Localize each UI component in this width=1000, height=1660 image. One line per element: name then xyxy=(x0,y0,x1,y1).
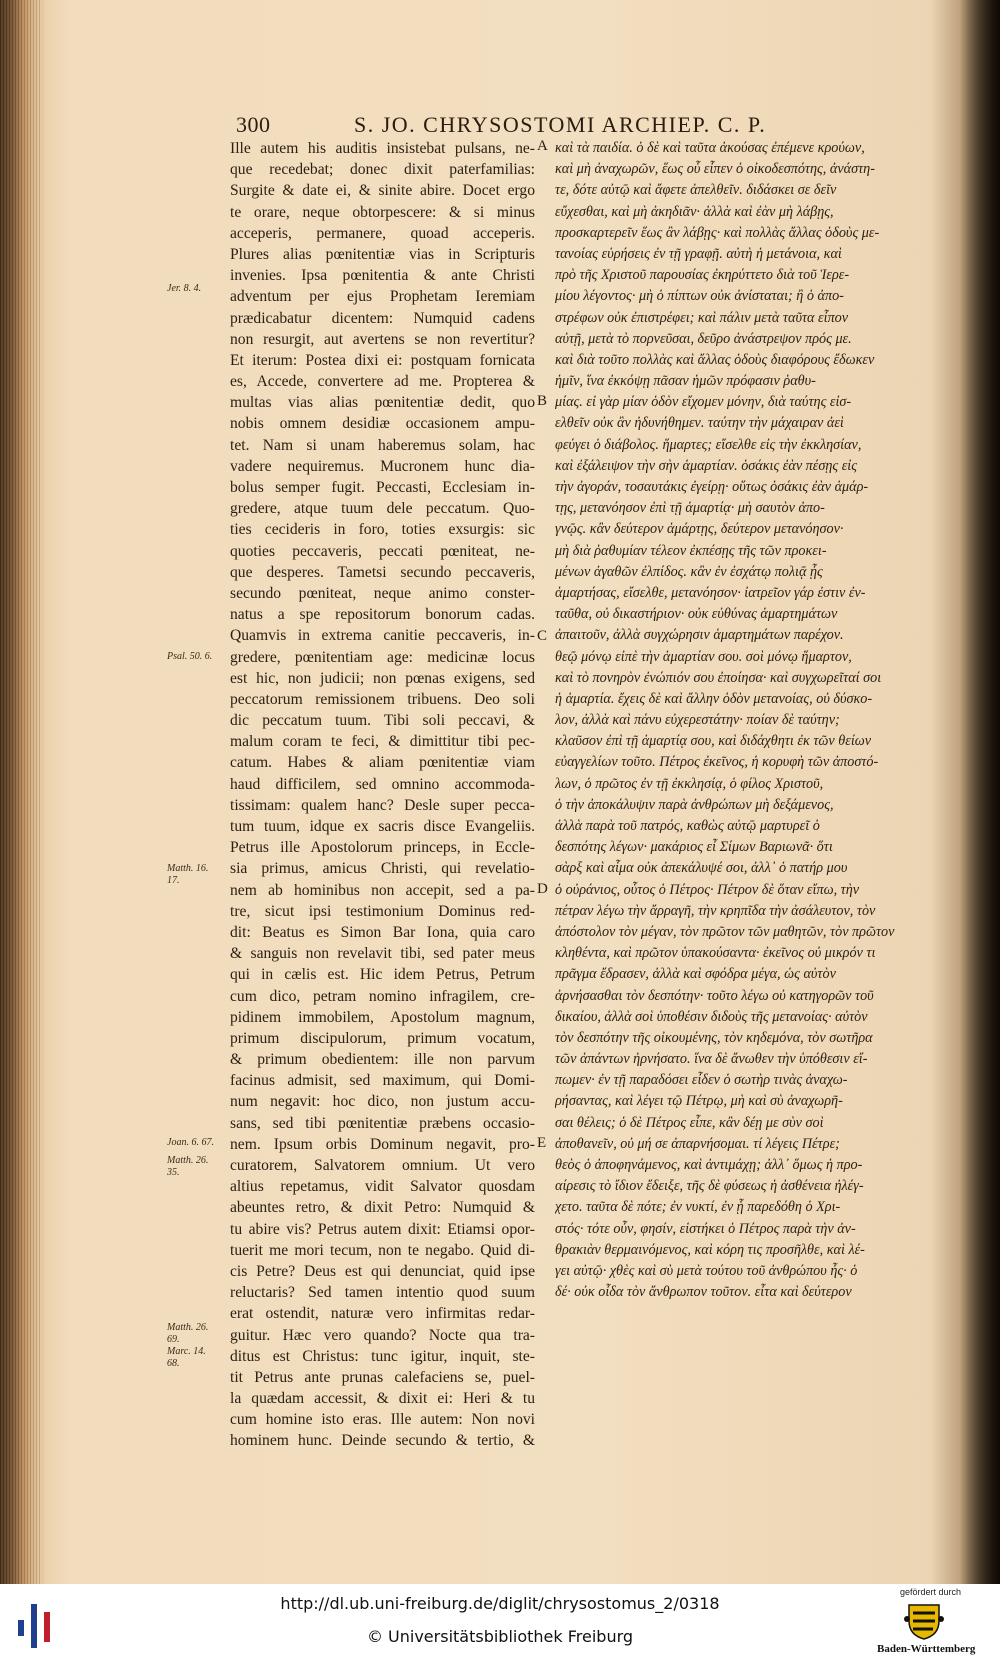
margin-ref-matth26-b-verse: 69. xyxy=(167,1334,180,1345)
greek-text-line: καὶ διὰ τοῦτο πολλὰς καὶ ἄλλας ὁδοὺς διαφόρους ἔδωκεν xyxy=(555,351,875,368)
greek-text-line: τῃς, μετανόησον ἐπὶ τῇ ἁμαρτίᾳ· μὴ σαυτὸν ἀπο- xyxy=(555,500,825,517)
margin-ref-psal: Psal. 50. 6. xyxy=(167,651,213,662)
greek-text-line: δικαίου, ἀλλὰ σοὶ ὑποθέσιν διδοὺς τῆς μετανοίας· αὐτὸν xyxy=(555,1008,868,1025)
greek-text-line: θεὸς ὁ ἀποφηνάμενος, καὶ ἀντιμάχῃ; ἀλλ᾽ ὅμως ἡ προ- xyxy=(555,1157,863,1173)
greek-text-line: θεῷ μόνῳ εἰπὲ τὴν ἁμαρτίαν σου. σοὶ μόνῳ ἥμαρτον, xyxy=(555,648,852,665)
greek-text-line: ὁ τὴν ἀποκάλυψιν παρὰ ἀνθρώπων μὴ δεξάμενος, xyxy=(555,796,834,813)
margin-ref-matth26-b: Matth. 26. xyxy=(167,1322,209,1333)
latin-text-line: curatorem, Salvatorem omnium. Ut vero xyxy=(230,1157,535,1174)
greek-text-line: φεύγει ὁ διάβολος. ἥμαρτες; εἴσελθε εἰς τὴν ἐκκλησίαν, xyxy=(555,436,862,453)
latin-text-line: pidinem immobilem, Apostolum magnum, xyxy=(230,1008,535,1026)
greek-text-line: αὐτῇ, μετὰ τὸ πορνεῦσαι, δεῦρο ἀνάστρεψον πρός με. xyxy=(555,330,852,347)
latin-text-line: natus a spe repositorum bonorum cadas. xyxy=(230,606,535,624)
viewer-footer xyxy=(0,1584,1000,1660)
funded-by-label: gefördert durch xyxy=(900,1587,962,1597)
page-number: 300 xyxy=(236,112,271,137)
greek-text-line: σαι θέλεις; ὁ δὲ Πέτρος εἶπε, κἂν δέῃ με σὺν σοὶ xyxy=(555,1114,824,1131)
greek-text-line: στρέφων οὐκ ἐπιστρέφει; καὶ πάλιν μετὰ ταῦτα εἶπον xyxy=(555,309,849,326)
greek-text-line: προσκαρτερεῖν ἕως ἂν λάβῃς· καὶ πολλὰς ἄλλας ὁδοὺς με- xyxy=(555,224,880,241)
latin-text-line: nobis omnem desidiæ occasionem ampu- xyxy=(230,415,535,433)
latin-text-line: erat ostendit, naturæ vero infirmitas redar- xyxy=(230,1305,535,1323)
greek-text-line: γει αὐτῷ· χθὲς καὶ σὺ μετὰ τούτου τοῦ ἀνθρώπου ἦς· ὁ xyxy=(555,1262,858,1279)
greek-text-line: πέτραν λέγω τὴν ἄρραγῆ, τὴν κρηπῖδα τὴν ἀσάλευτον, τὸν xyxy=(555,902,876,919)
latin-text-line: & primum obedientem: ille non parvum xyxy=(230,1051,535,1069)
greek-text-line: λον, ἀλλὰ καὶ πάνυ εὐχερεστάτην· ποίαν δὲ ταύτην; xyxy=(555,712,840,729)
greek-text-line: ἀπαιτοῦν, ἀλλὰ συγχώρησιν ἁμαρτημάτων παρέχον. xyxy=(555,627,844,644)
latin-text-line: cis Petre? Deus est qui denunciat, quid ipse xyxy=(230,1262,535,1280)
greek-text-line: ἡμῖν, ἵνα ἐκκόψῃ πᾶσαν ἡμῶν πρόφασιν ῥαθυ- xyxy=(555,373,816,390)
latin-text-line: hominem hunc. Deinde secundo & tertio, & xyxy=(230,1432,535,1450)
page-edge-stack xyxy=(0,0,42,1584)
greek-text-line: εὔχεσθαι, καὶ μὴ ἀκηδιᾶν· ἀλλὰ καὶ ἐὰν μὴ λάβῃς, xyxy=(555,203,834,220)
latin-text-line: prædicabatur dicentem: Numquid cadens xyxy=(230,309,535,327)
latin-text-line: Petrus ille Apostolorum princeps, in Eccle- xyxy=(230,839,535,857)
latin-text-line: dic peccatum tuum. Tibi soli peccavi, & xyxy=(230,712,535,730)
greek-text-line: ελθεῖν οὐκ ἂν ἠδυνήθημεν. ταύτην τὴν μάχαιραν ἀεὶ xyxy=(555,415,844,432)
latin-text-line: nem. Ipsum orbis Dominum negavit, pro- xyxy=(230,1135,535,1153)
latin-text-line: qui in cælis est. Hic idem Petrus, Petrum xyxy=(230,966,535,984)
greek-text-line: καὶ μὴ ἀναχωρῶν, ἕως οὗ εἶπεν ὁ οἰκοδεσπότης, ἀνάστη- xyxy=(555,161,875,178)
greek-text-line: ἀλλὰ παρὰ τοῦ πατρός, καθὼς αὐτῷ μαρτυρεῖ ὁ xyxy=(555,818,820,834)
greek-text-line: αίρεσις τὸ ἴδιον ἔδειξε, τῆς δὲ φύσεως ἡ ἀσθένεια ἠλέγ- xyxy=(555,1178,864,1195)
latin-text-line: peccatorum remissionem tribuens. Deo soli xyxy=(230,690,535,708)
latin-text-line: quoties peccaveris, peccati pœniteat, ne- xyxy=(230,542,535,560)
latin-text-line: te orare, neque obtorpescere: & si minus xyxy=(230,203,535,221)
section-letter-b: B xyxy=(537,393,548,409)
greek-text-line: δεσπότης λέγων· μακάριος εἶ Σίμων Βαριωνᾶ· ὅτι xyxy=(555,839,833,856)
greek-text-line: χετο. ταῦτα δὲ πότε; ἐν νυκτί, ἐν ᾗ παρεδόθη ὁ Χρι- xyxy=(555,1199,841,1216)
section-letter-a: A xyxy=(537,138,548,154)
latin-text-line: catum. Habes & aliam pœnitentiæ viam xyxy=(230,754,535,772)
latin-text-line: sans, sed tibi pœnitentiæ præbens occasio- xyxy=(230,1114,535,1132)
greek-text-line: κλαῦσον ἐπὶ τῇ ἁμαρτίᾳ σου, καὶ διδάχθητι ἐκ τῶν θείων xyxy=(555,733,872,750)
greek-text-line: ἁμαρτήσας, εἴσελθε, μετανόησον· ἰατρεῖον γάρ ἐστιν ἐν- xyxy=(555,584,866,601)
latin-text-line: tissimam: qualem hanc? Desle super pecca- xyxy=(230,796,535,814)
greek-text-line: ρήσαντας, καὶ λέγει τῷ Πέτρῳ, μὴ καὶ σὺ ἀναχωρῆ- xyxy=(555,1093,843,1110)
latin-text-line: ties cecideris in foro, toties exsurgis: sic xyxy=(230,521,535,539)
latin-text-line: est hic, non judicii; non pœnas exigens, sed xyxy=(230,669,535,687)
greek-text-line: πρὸ τῆς Χριστοῦ παρουσίας ἐκηρύττετο διὰ τοῦ Ἱερε- xyxy=(555,267,850,284)
latin-text-line: nem ab hominibus non accepit, sed a pa- xyxy=(230,881,535,899)
greek-text-line: ἀρνήσασθαι τὸν δεσπότην· τοῦτο λέγω οὐ κατηγορῶν τοῦ xyxy=(555,987,874,1004)
greek-text-line: τὴν ἀγοράν, τοσαυτάκις ἐγείρῃ· οὕτως ὁσάκις ἐὰν ἁμάρ- xyxy=(555,479,869,495)
greek-text-line: τὸν δεσπότην τῆς οἰκουμένης, τὸν κηδεμόνα, τὸν σωτῆρα xyxy=(555,1029,873,1046)
latin-text-line: num negavit: hoc dico, non justum accu- xyxy=(230,1093,535,1111)
latin-text-line: Quamvis in extrema canitie peccaveris, in- xyxy=(230,627,535,645)
latin-text-line: tit Petrus ante prunas calefaciens se, puel- xyxy=(230,1368,535,1386)
latin-text-line: haud difficilem, sed omnino accommoda- xyxy=(230,775,535,793)
latin-text-line: la quædam accessit, & dixit ei: Heri & tu xyxy=(230,1390,535,1408)
greek-text-line: μίας. εἰ γὰρ μίαν ὁδὸν εἴχομεν μόνην, διὰ ταύτης εἰσ- xyxy=(555,394,852,411)
latin-text-line: gredere, pœnitentiam age: medicinæ locus xyxy=(230,648,535,666)
section-letter-c: C xyxy=(537,628,548,644)
greek-text-line: εὐαγγελίων τοῦτο. Πέτρος ἐκεῖνος, ἡ κορυφὴ τῶν ἀποστό- xyxy=(555,754,879,771)
greek-text-line: δέ· οὐκ οἶδα τὸν ἄνθρωπον τοῦτον. εἶτα καὶ δεύτερον xyxy=(555,1284,852,1301)
latin-text-line: tre, sicut ipsi testimonium Dominus red- xyxy=(230,902,535,920)
state-name: Baden-Württemberg xyxy=(877,1643,976,1655)
greek-text-line: πρᾶγμα ἔδρασεν, ἀλλὰ καὶ σφόδρα μέγα, ὡς αὐτὸν xyxy=(555,966,836,983)
latin-text-line: facinus admisit, sed maximum, qui Domi- xyxy=(230,1072,535,1090)
latin-text-line: tuerit me mori tecum, non te negabo. Quid di- xyxy=(230,1241,535,1259)
latin-text-line: invenies. Ipsa pœnitentia & ante Christi xyxy=(230,267,535,285)
latin-text-line: Ille autem his auditis insistebat pulsans, ne- xyxy=(230,140,535,157)
latin-text-line: Surgite & date ei, & sinite abire. Docet ergo xyxy=(230,182,535,200)
latin-text-line: non resurgit, aut avertens se non revertitur? xyxy=(230,330,535,348)
greek-text-line: ἀπόστολον τὸν μέγαν, τὸν πρῶτον τῶν μαθητῶν, τὸν πρῶτον xyxy=(555,923,895,940)
greek-text-line: κληθέντα, καὶ πρῶτον ὑπακούσαντα· ἐκεῖνος οὐ μικρόν τι xyxy=(555,945,876,962)
margin-ref-matth16: Matth. 16. xyxy=(167,863,209,874)
greek-text-line: μένων ἀγαθῶν ἐλπίδος. κἂν ἐν ἐσχάτῳ πολιᾷ ᾖς xyxy=(555,563,823,580)
copyright-notice: © Universitätsbibliothek Freiburg xyxy=(366,1627,634,1646)
latin-column xyxy=(230,138,535,1452)
latin-text-line: primum discipulorum, primum vocatum, xyxy=(230,1029,535,1047)
permalink-url[interactable]: http://dl.ub.uni-freiburg.de/diglit/chrysostomus_2/0318 xyxy=(280,1594,720,1613)
greek-text-line: καὶ τὰ παιδία. ὁ δὲ καὶ ταῦτα ἀκούσας ἐπέμενε κρούων, xyxy=(555,140,865,156)
latin-text-line: que desperes. Tametsi secundo peccaveris, xyxy=(230,563,535,581)
greek-text-line: μὴ διὰ ῥαθυμίαν τέλεον ἐκπέσῃς τῆς τῶν προκει- xyxy=(555,542,827,559)
margin-ref-joan: Joan. 6. 67. xyxy=(167,1137,214,1148)
greek-text-line: στός· τότε οὖν, φησίν, εἱστήκει ὁ Πέτρος παρὰ τὴν ἀν- xyxy=(555,1220,856,1237)
latin-text-line: dit: Beatus es Simon Bar Iona, quia caro xyxy=(230,923,535,941)
greek-column xyxy=(555,138,903,1303)
latin-text-line: cum homine isto eras. Ille autem: Non novi xyxy=(230,1411,535,1429)
latin-text-line: abeuntes retro, & dixit Petro: Numquid & xyxy=(230,1199,535,1217)
greek-text-line: ἡ ἁμαρτία. ἔχεις δὲ καὶ ἄλλην ὁδὸν μετανοίας, οὐ δύσκο- xyxy=(555,690,873,707)
latin-text-line: vadere nequiremus. Mucronem hunc dia- xyxy=(230,457,535,475)
latin-text-line: ditus est Christus: tunc igitur, inquit, ste- xyxy=(230,1347,535,1365)
greek-text-line: θρακιὰν θερμαινόμενος, καὶ κόρη τις προσῆλθε, καὶ λέ- xyxy=(555,1241,865,1258)
latin-text-line: altius repetamus, vidit Salvator quosdam xyxy=(230,1178,535,1196)
latin-text-line: Plures alias pœnitentiæ vias in Scripturis xyxy=(230,245,535,263)
latin-text-line: que recedebat; donec dixit paterfamilias: xyxy=(230,161,535,179)
greek-text-line: τε, δότε αὐτῷ καὶ ἄφετε ἀπελθεῖν. διδάσκει σε δεῖν xyxy=(555,182,837,199)
latin-text-line: cum dico, petram nomino infragilem, cre- xyxy=(230,987,535,1005)
latin-text-line: Et iterum: Postea dixi ei: postquam fornicata xyxy=(230,351,535,369)
latin-text-line: adventum per ejus Prophetam Ieremiam xyxy=(230,288,535,306)
greek-text-line: σὰρξ καὶ αἷμα οὐκ ἀπεκάλυψέ σοι, ἀλλ᾽ ὁ πατήρ μου xyxy=(555,860,848,877)
latin-text-line: gredere, atque tuum dele peccatum. Quo- xyxy=(230,500,535,518)
margin-ref-marc: Marc. 14. xyxy=(167,1346,206,1357)
section-letter-e: E xyxy=(537,1135,547,1151)
latin-text-line: multas vias alias pœnitentiæ dedit, quo xyxy=(230,394,535,412)
latin-text-line: sia primus, amicus Christi, qui revelatio- xyxy=(230,860,535,878)
running-title: S. JO. CHRYSOSTOMI ARCHIEP. C. P. xyxy=(354,112,767,137)
latin-text-line: es, Accede, convertere ad me. Propterea & xyxy=(230,373,535,391)
latin-text-line: reluctaris? Sed tamen intentio quod suum xyxy=(230,1284,535,1302)
greek-text-line: τῶν ἁπάντων ἠρνήσατο. ἵνα δὲ ἄνωθεν τὴν ὑπόθεσιν εἴ- xyxy=(555,1051,868,1068)
greek-text-line: καὶ ἐξάλειψον τὴν σὴν ἁμαρτίαν. ὁσάκις ἐὰν πέσῃς εἰς xyxy=(555,457,858,474)
greek-text-line: τανοίας εὑρήσεις ἐν τῇ γραφῇ. αὐτὴ ἡ μετάνοια, καὶ xyxy=(555,245,842,262)
greek-text-line: ὁ οὐράνιος, οὗτος ὁ Πέτρος· Πέτρον δὲ ὅταν εἴπω, τὴν xyxy=(555,881,860,898)
greek-text-line: πωμεν· ἐν τῇ παραδόσει εἶδεν ὁ σωτὴρ τινὰς ἀναχω- xyxy=(555,1072,848,1089)
spine-shadow xyxy=(960,0,1000,1584)
latin-text-line: bolus semper fugit. Peccasti, Ecclesiam in- xyxy=(230,479,535,496)
latin-text-line: & sanguis non revelavit tibi, sed pater meus xyxy=(230,945,535,963)
margin-ref-matth26-verse: 35. xyxy=(167,1167,180,1178)
latin-text-line: malum coram te feci, & dimittitur tibi pec- xyxy=(230,733,535,751)
greek-text-line: καὶ τὸ πονηρὸν ἐνώπιόν σου ἐποίησα· καὶ συγχωρεῖταί σοι xyxy=(555,669,882,686)
margin-ref-matth26: Matth. 26. xyxy=(167,1155,209,1166)
latin-text-line: guitur. Hæc vero quando? Nocte qua tra- xyxy=(230,1326,535,1344)
margin-ref-marc-verse: 68. xyxy=(167,1358,180,1369)
latin-text-line: secundo pœniteat, neque animo conster- xyxy=(230,584,535,602)
greek-text-line: ταῦθα, οὐ δικαστήριον· οὐκ εὐθύνας ἁμαρτημάτων xyxy=(555,606,838,623)
latin-text-line: tet. Nam si unam haberemus solam, hac xyxy=(230,436,535,454)
latin-text-line: acceperis, permanere, quoad acceperis. xyxy=(230,224,535,242)
section-letter-d: D xyxy=(537,881,548,897)
latin-text-line: tu abire vis? Petrus autem dixit: Etiamsi opor- xyxy=(230,1220,535,1238)
greek-text-line: γνῷς. κἂν δεύτερον ἁμάρτῃς, δεύτερον μετανόησον· xyxy=(555,521,844,538)
greek-text-line: λων, ὁ πρῶτος ἐν τῇ ἐκκλησίᾳ, ὁ φίλος Χριστοῦ, xyxy=(555,775,824,792)
margin-ref-matth16-verse: 17. xyxy=(167,875,180,886)
latin-text-line: tum tuum, idque ex sacris disce Evangeliis. xyxy=(230,818,535,835)
greek-text-line: μίου λέγοντος· μὴ ὁ πίπτων οὐκ ἀνίσταται; ἢ ὁ ἀπο- xyxy=(555,288,844,305)
greek-text-line: ἀποθανεῖν, οὐ μή σε ἀπαρνήσομαι. τί λέγεις Πέτρε; xyxy=(555,1135,840,1152)
margin-ref-jer: Jer. 8. 4. xyxy=(167,283,202,294)
coat-of-arms-icon xyxy=(903,1601,945,1641)
